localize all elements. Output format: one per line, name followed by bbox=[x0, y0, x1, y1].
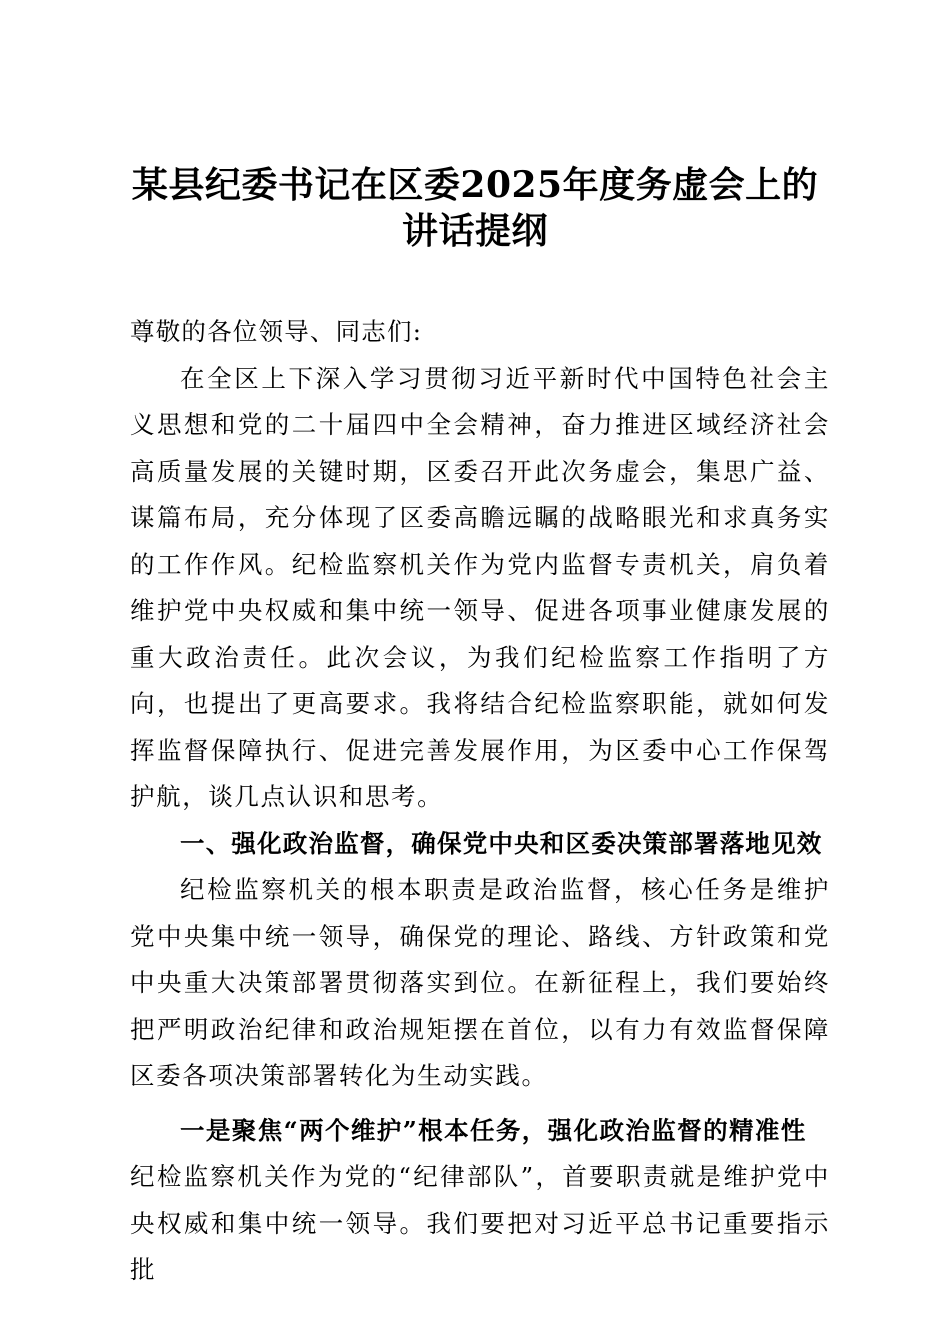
salutation: 尊敬的各位领导、同志们: bbox=[130, 317, 423, 346]
document-body bbox=[130, 309, 830, 1294]
section-heading-1: 一、强化政治监督，确保党中央和区委决策部署落地见效 bbox=[180, 828, 823, 858]
document-title: 某县纪委书记在区委2025年度务虚会上的讲话提纲 bbox=[131, 164, 819, 252]
intro-paragraph: 在全区上下深入学习贯彻习近平新时代中国特色社会主义思想和党的二十届四中全会精神，奋力推进区域经济社会高质量发展的关键时期，区委召开此次务虚会，集思广益、谋篇布局，充分体现了区委高瞻远瞩的战略眼光和求真务实的工作作风。纪检监察机关作为党内监督专责机关，肩负着维护党中央权威和集中统一领导、促进各项事业健康发展的重大政治责任。此次会议，为我们纪检监察工作指明了方向，也提出了更高要求。我将结合纪检监察职能，就如何发挥监督保障执行、促进完善发展作用，为区委中心工作保驾护航，谈几点认识和思考。 bbox=[130, 363, 830, 811]
subsection-heading-1: 一是聚焦“两个维护”根本任务，强化政治监督的精准性 bbox=[180, 1115, 807, 1145]
section-paragraph-1: 纪检监察机关的根本职责是政治监督，核心任务是维护党中央集中统一领导，确保党的理论、路线、方针政策和党中央重大决策部署贯彻落实到位。在新征程上，我们要始终把严明政治纪律和政治规矩摆在首位，以有力有效监督保障区委各项决策部署转化为生动实践。 bbox=[130, 875, 830, 1090]
subsection-paragraph-1: 纪检监察机关作为党的“纪律部队”，首要职责就是维护党中央权威和集中统一领导。我们要把对习近平总书记重要指示批 bbox=[130, 1162, 830, 1284]
